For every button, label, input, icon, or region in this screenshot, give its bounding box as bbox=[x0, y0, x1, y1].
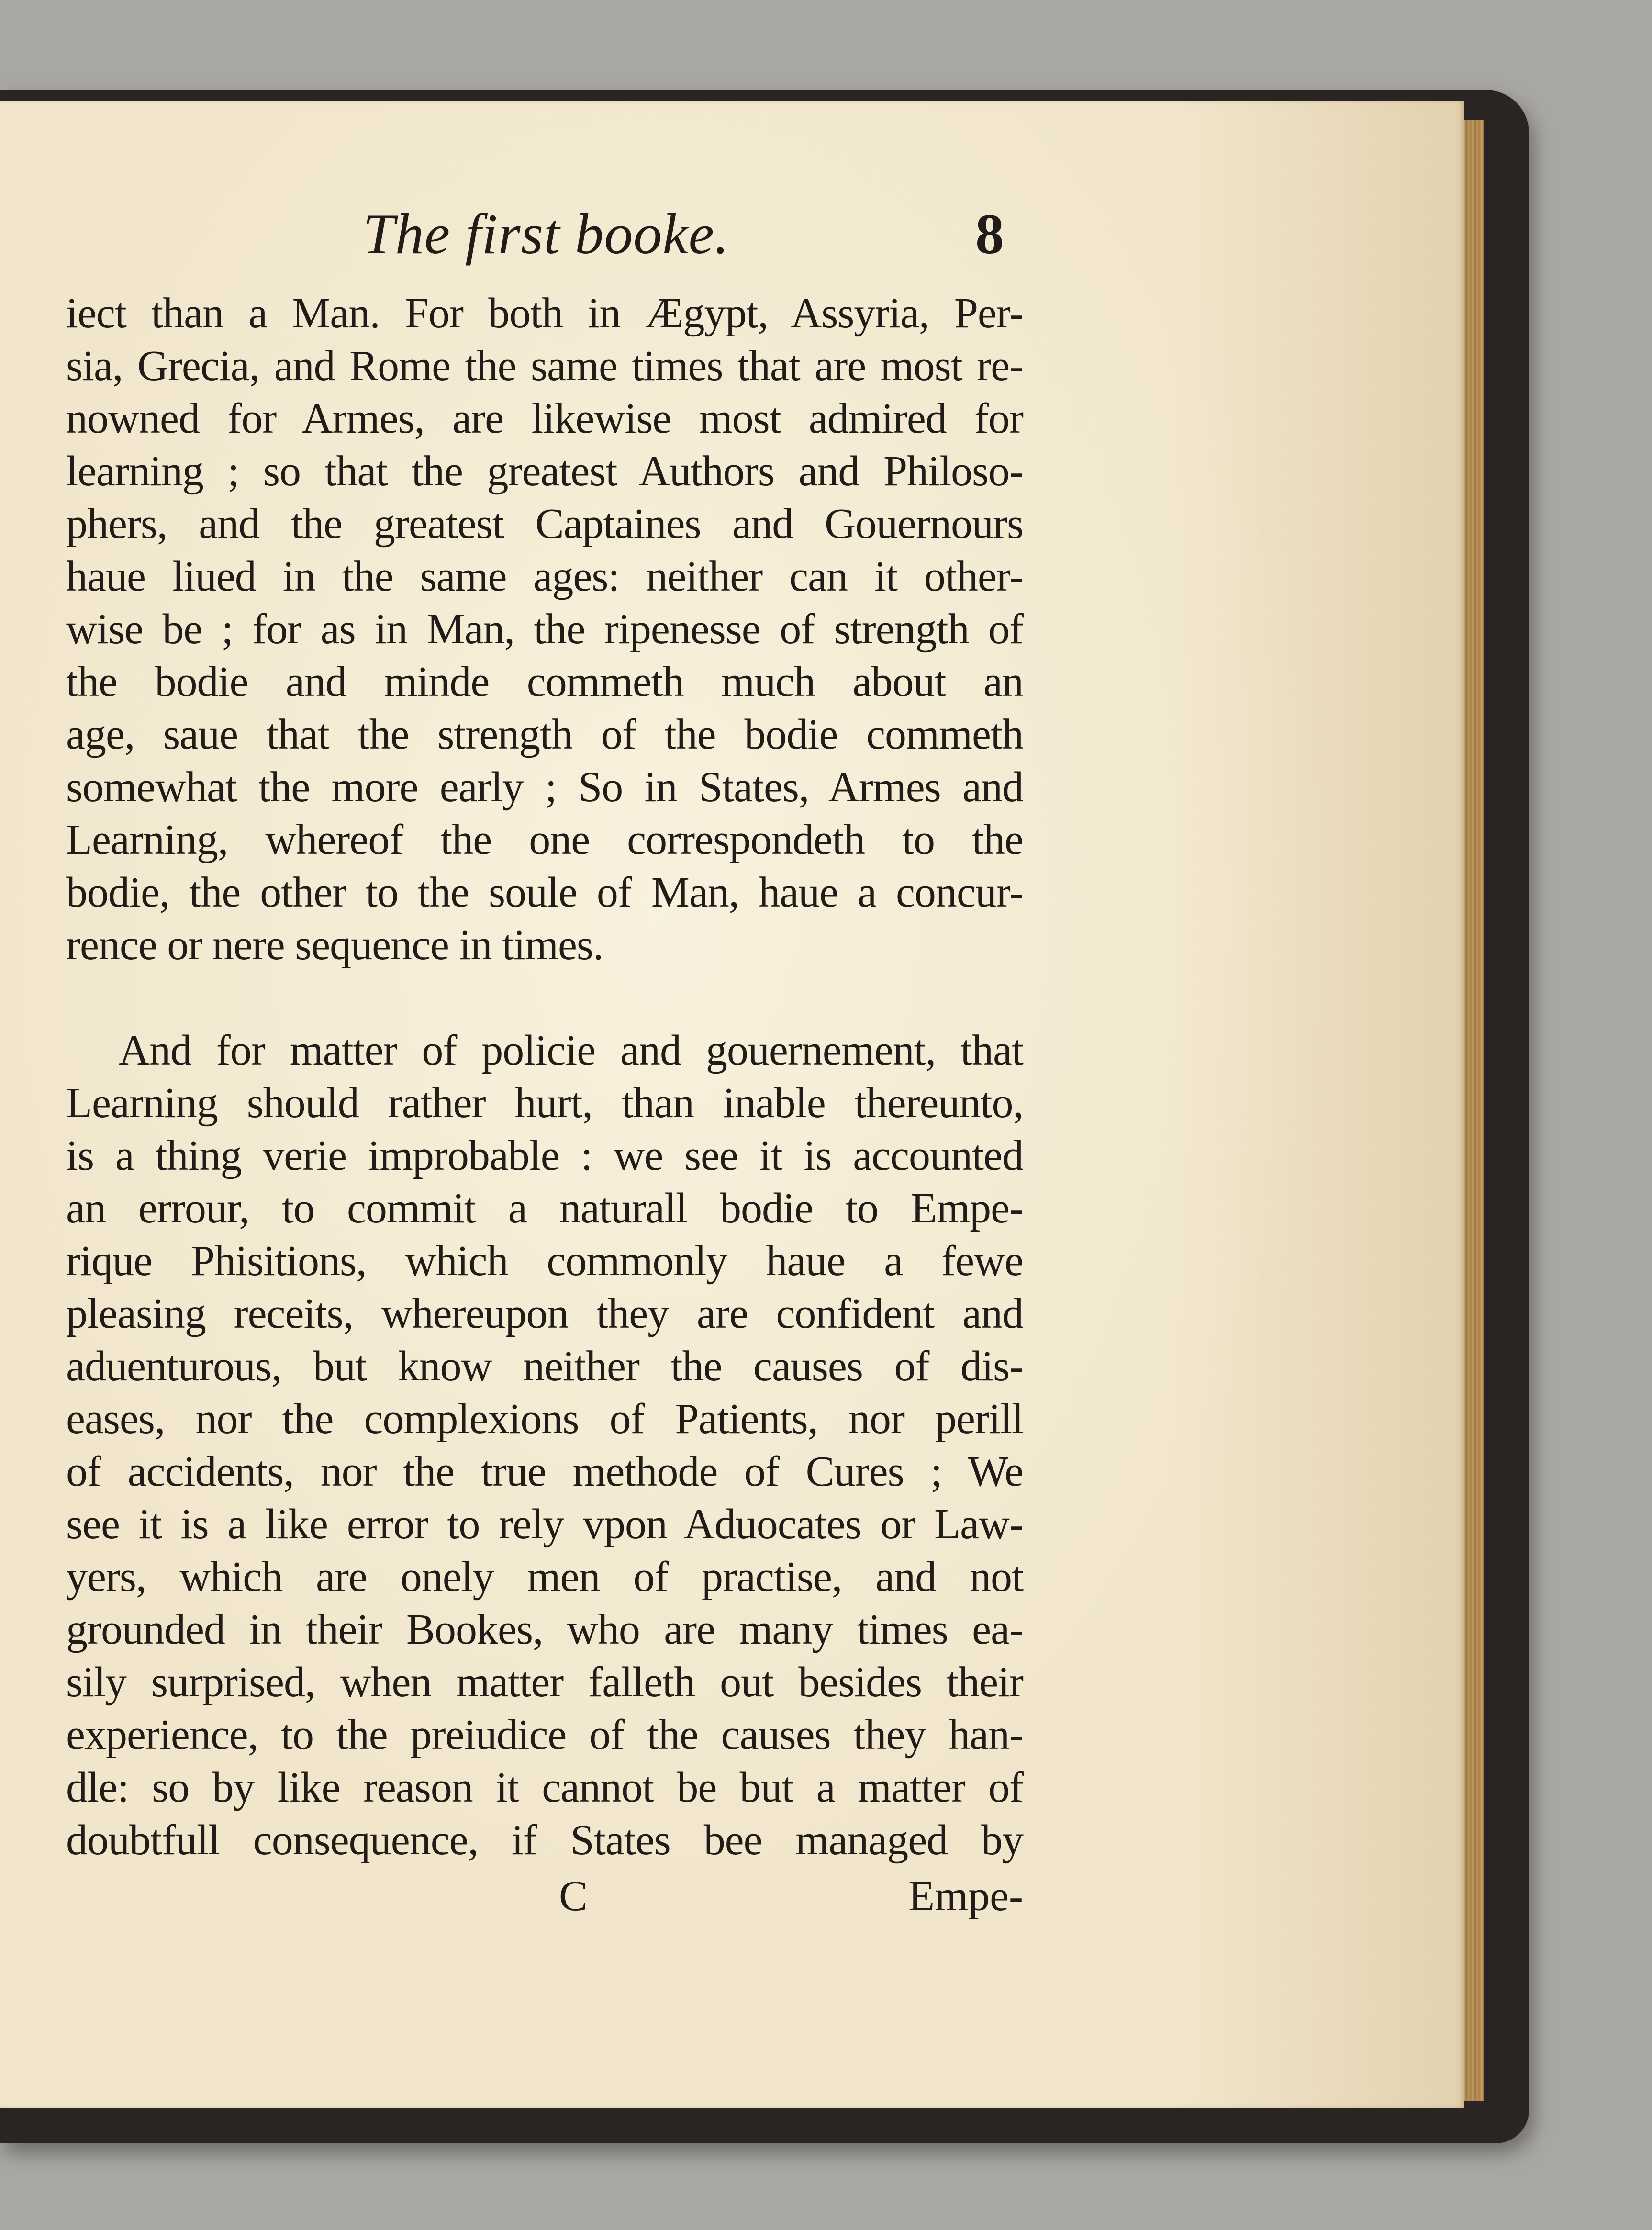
text-line: experience, to the preiudice of the causes they han- bbox=[66, 1711, 1023, 1759]
text-line: wise be ; for as in Man, the ripenesse of strength of bbox=[66, 605, 1023, 653]
running-head bbox=[66, 191, 1023, 278]
text-line: grounded in their Bookes, who are many times ea- bbox=[66, 1606, 1023, 1653]
text-line: aduenturous, but know neither the causes of dis- bbox=[66, 1343, 1023, 1390]
text-line: Learning should rather hurt, than inable thereunto, bbox=[66, 1079, 1023, 1127]
text-line: see it is a like error to rely vpon Aduocates or Law- bbox=[66, 1501, 1023, 1548]
text-line: doubtfull consequence, if States bee managed by bbox=[66, 1816, 1023, 1864]
text-line: of accidents, nor the true methode of Cures ; We bbox=[66, 1448, 1023, 1495]
text-line: the bodie and minde commeth much about an bbox=[66, 658, 1023, 706]
text-line: phers, and the greatest Captaines and Gouernours bbox=[66, 500, 1023, 548]
text-line: is a thing verie improbable : we see it is accounted bbox=[66, 1132, 1023, 1179]
text-line: nowned for Armes, are likewise most admired for bbox=[66, 395, 1023, 442]
signature-mark: C bbox=[559, 1872, 588, 1920]
text-line: rence or nere sequence in times. bbox=[66, 921, 603, 969]
text-line: Learning, whereof the one correspondeth to the bbox=[66, 816, 1023, 863]
text-line: somewhat the more early ; So in States, Armes and bbox=[66, 763, 1023, 811]
text-line: eases, nor the complexions of Patients, nor perill bbox=[66, 1395, 1023, 1443]
text-line: pleasing receits, whereupon they are confident and bbox=[66, 1290, 1023, 1337]
text-line: haue liued in the same ages: neither can it other- bbox=[66, 553, 1023, 600]
text-line: an errour, to commit a naturall bodie to Empe- bbox=[66, 1185, 1023, 1232]
text-line: iect than a Man. For both in Ægypt, Assyria, Per- bbox=[66, 290, 1023, 337]
page-number: 8 bbox=[975, 202, 1004, 266]
page-footer bbox=[66, 1871, 1023, 1929]
text-line: yers, which are onely men of practise, and not bbox=[66, 1553, 1023, 1601]
text-line: rique Phisitions, which commonly haue a fewe bbox=[66, 1237, 1023, 1285]
text-line: sily surprised, when matter falleth out besides their bbox=[66, 1658, 1023, 1706]
running-head-title: The first booke. bbox=[363, 202, 729, 266]
text-line: sia, Grecia, and Rome the same times that are most re- bbox=[66, 342, 1023, 390]
paragraph-2 bbox=[66, 1024, 1023, 1867]
paragraph-1 bbox=[66, 287, 1023, 972]
text-line: dle: so by like reason it cannot be but a matter of bbox=[66, 1764, 1023, 1811]
text-line: learning ; so that the greatest Authors and Philoso- bbox=[66, 448, 1023, 495]
text-line: bodie, the other to the soule of Man, haue a concur- bbox=[66, 869, 1023, 916]
text-line: And for matter of policie and gouernement, that bbox=[119, 1027, 1023, 1074]
catchword: Empe- bbox=[908, 1872, 1023, 1920]
text-line: age, saue that the strength of the bodie commeth bbox=[66, 711, 1023, 758]
page-text-block bbox=[66, 191, 1023, 1929]
paragraph-gap bbox=[66, 972, 1023, 1024]
